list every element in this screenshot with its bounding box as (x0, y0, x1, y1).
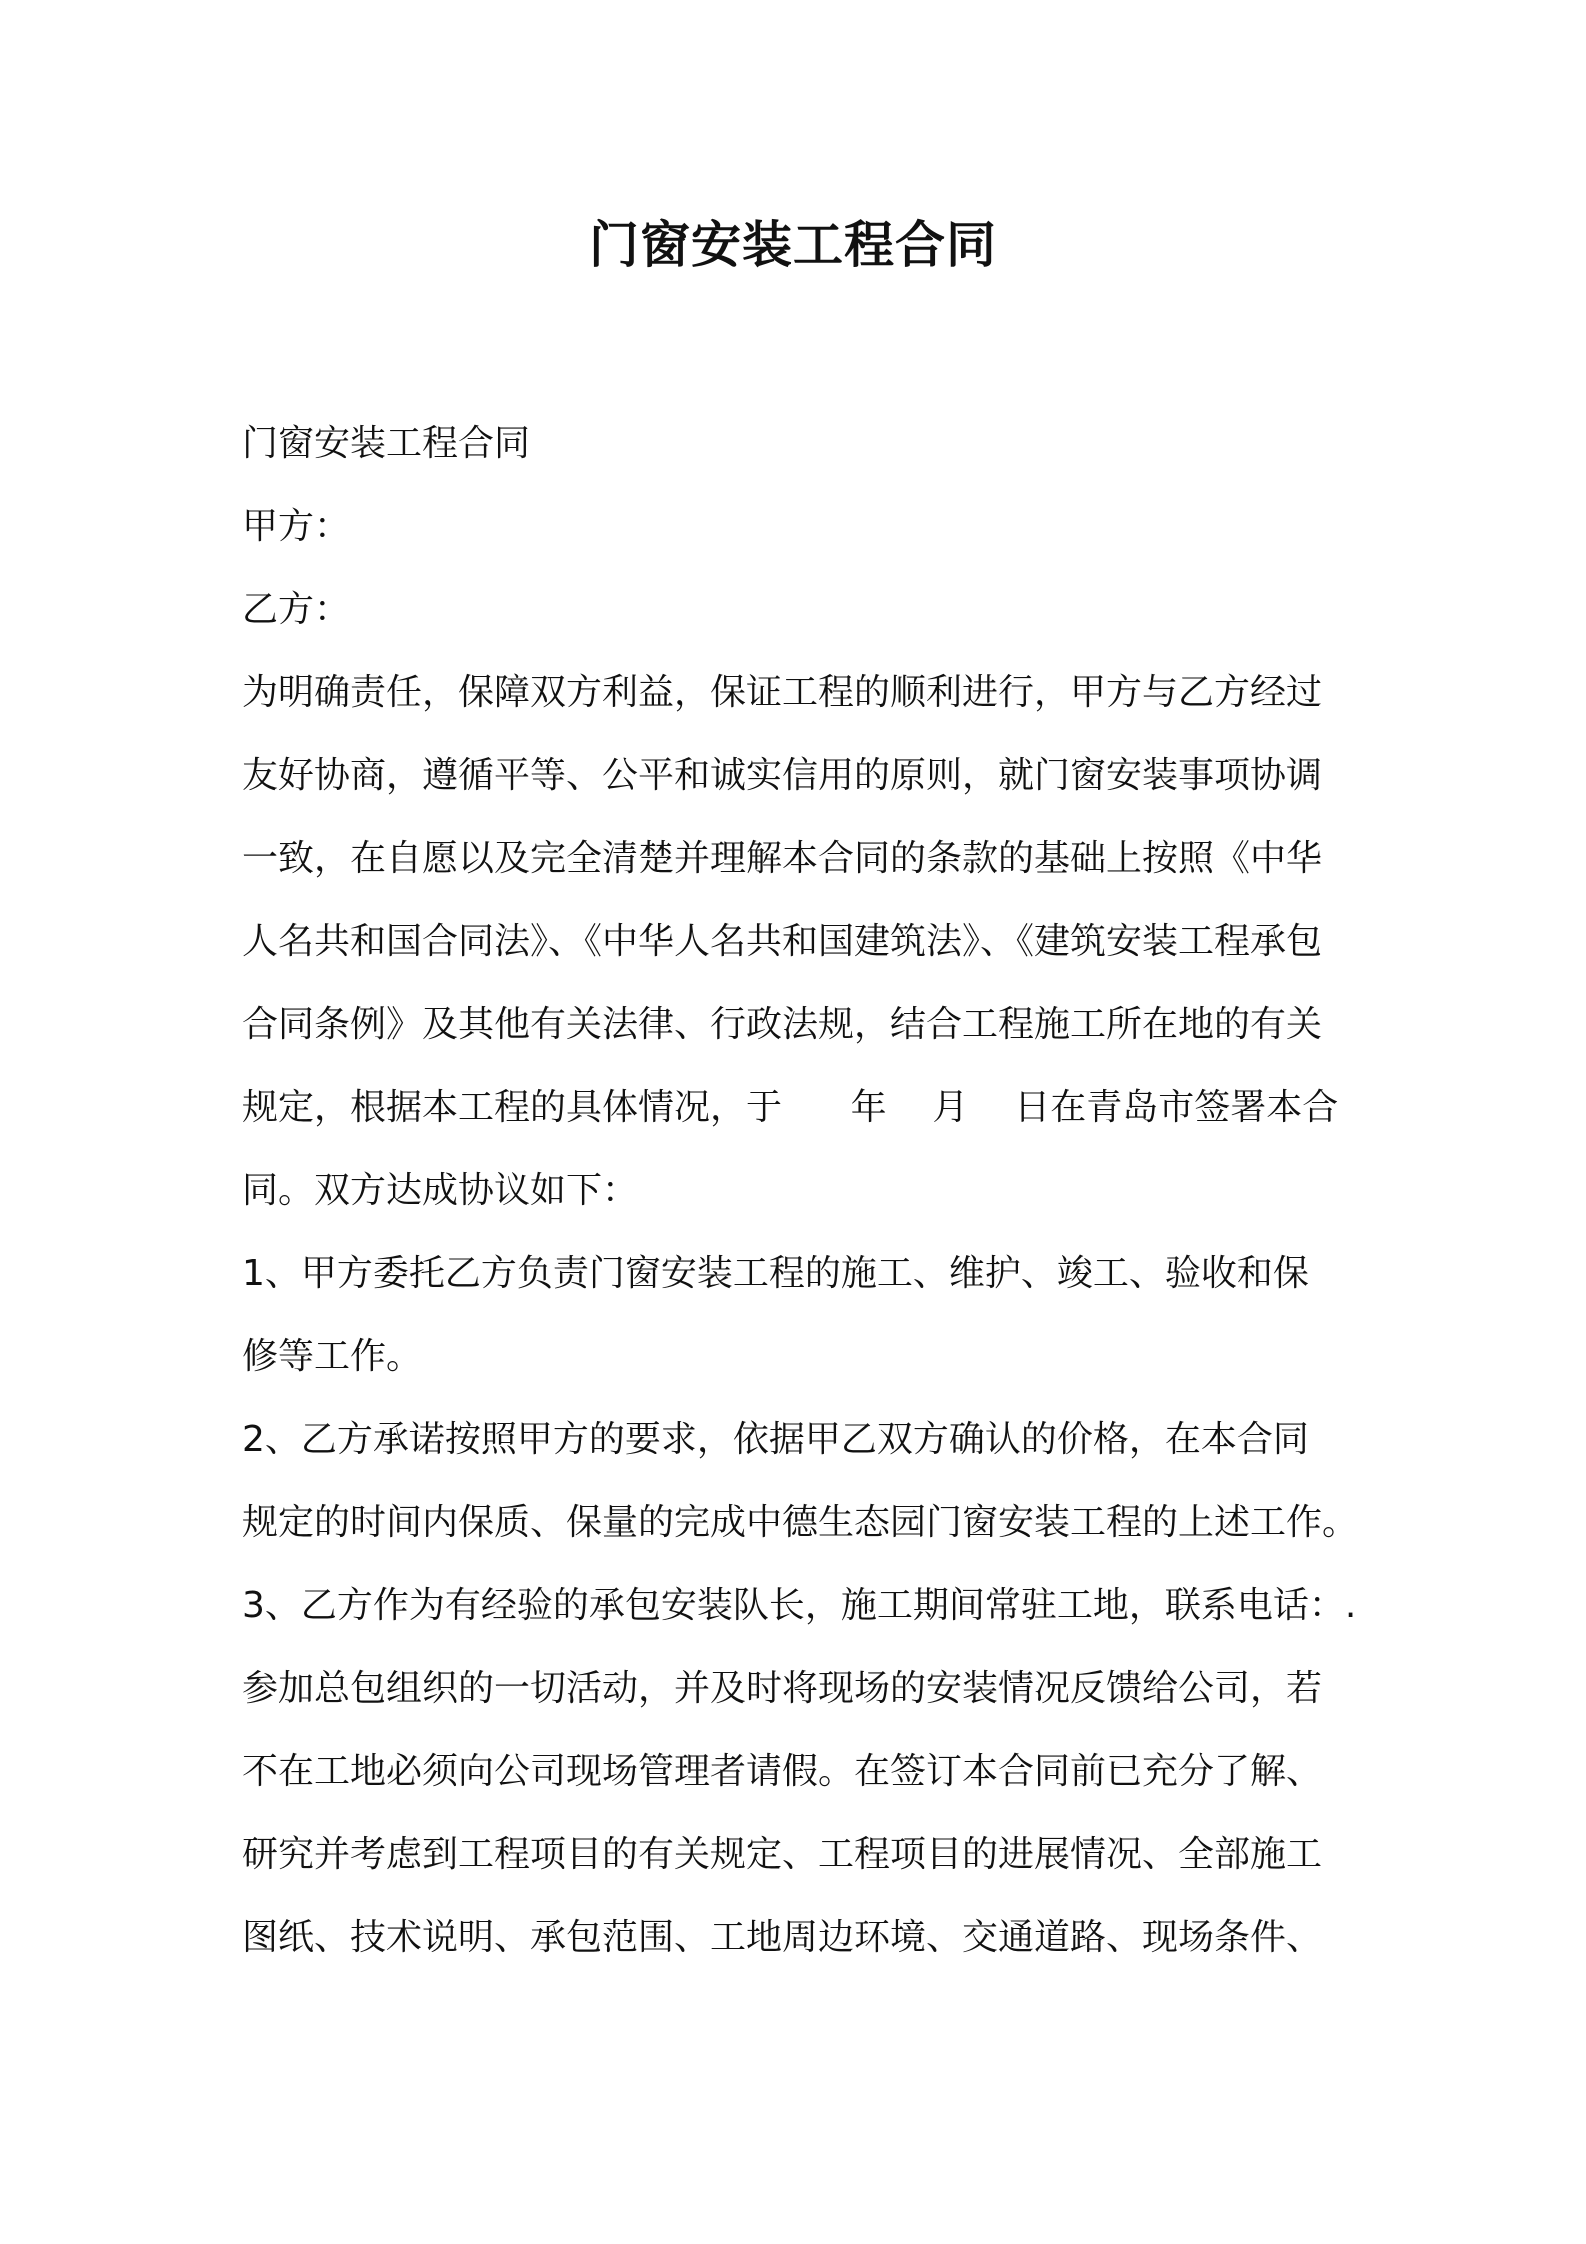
document-title: 门窗安装工程合同 (589, 216, 997, 274)
body-line: 3、乙方作为有经验的承包安装队长，施工期间常驻工地，联系电话：. (242, 1585, 1357, 1626)
body-line: 同。双方达成协议如下： (242, 1170, 639, 1211)
body-line: 图纸、技术说明、承包范围、工地周边环境、交通道路、现场条件、 (242, 1917, 1323, 1958)
body-line: 一致，在自愿以及完全清楚并理解本合同的条款的基础上按照《中华 (242, 838, 1323, 879)
body-line: 规定的时间内保质、保量的完成中德生态园门窗安装工程的上述工作。 (242, 1502, 1359, 1543)
body-line: 甲方： (242, 506, 351, 547)
body-line: 规定，根据本工程的具体情况，于 年 月 日在青岛市签署本合 (242, 1087, 1339, 1128)
body-line: 为明确责任，保障双方利益，保证工程的顺利进行，甲方与乙方经过 (242, 672, 1323, 713)
body-line: 研究并考虑到工程项目的有关规定、工程项目的进展情况、全部施工 (242, 1834, 1323, 1875)
body-line: 合同条例》及其他有关法律、行政法规，结合工程施工所在地的有关 (242, 1004, 1323, 1045)
body-line: 不在工地必须向公司现场管理者请假。在签订本合同前已充分了解、 (242, 1751, 1323, 1792)
body-line: 乙方： (242, 589, 351, 630)
body-line: 2、乙方承诺按照甲方的要求，依据甲乙双方确认的价格，在本合同 (242, 1419, 1309, 1460)
body-line: 参加总包组织的一切活动，并及时将现场的安装情况反馈给公司，若 (242, 1668, 1323, 1709)
body-line: 门窗安装工程合同 (242, 423, 531, 464)
document-body (242, 402, 1372, 1979)
body-line: 1、甲方委托乙方负责门窗安装工程的施工、维护、竣工、验收和保 (242, 1253, 1309, 1294)
body-line: 人名共和国合同法》、《中华人名共和国建筑法》、《建筑安装工程承包 (242, 921, 1323, 962)
body-line: 修等工作。 (242, 1336, 423, 1377)
body-line: 友好协商，遵循平等、公平和诚实信用的原则，就门窗安装事项协调 (242, 755, 1323, 796)
